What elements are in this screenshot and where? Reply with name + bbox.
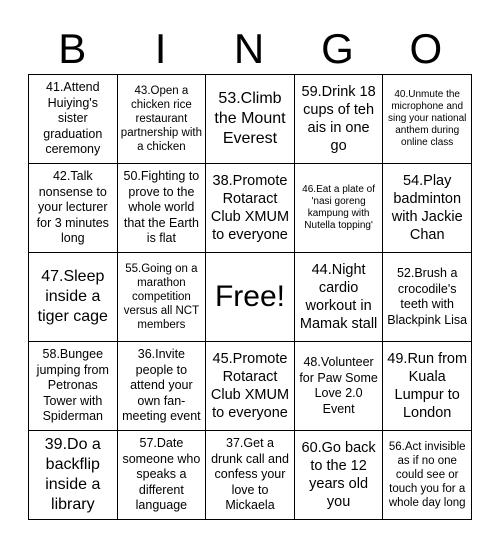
cell-text: 39.Do a backflip inside a library [44, 436, 101, 513]
cell-text: 57.Date someone who speaks a different language [122, 436, 201, 513]
bingo-cell-r1c5[interactable] [383, 75, 472, 164]
cell-text: 49.Run from Kuala Lumpur to London [387, 351, 468, 421]
header-letter-i: I [154, 25, 167, 72]
cell-text: 44.Night cardio workout in Mamak stall [299, 262, 378, 332]
header-letter-n: N [233, 25, 265, 72]
cell-text: 59.Drink 18 cups of teh ais in one go [301, 84, 376, 154]
bingo-cell-r5c2[interactable] [118, 431, 207, 520]
cell-text: 56.Act invisible as if no one could see or touch you for a whole day long [388, 441, 466, 509]
bingo-cell-r3c5[interactable] [383, 253, 472, 342]
cell-text: 36.Invite people to attend your own fan-meeting event [122, 347, 201, 424]
bingo-cell-r2c2[interactable] [118, 164, 207, 253]
header-letter-o: O [409, 25, 443, 72]
cell-text: 41.Attend Huiying's sister graduation ceremony [43, 80, 103, 157]
cell-text: 47.Sleep inside a tiger cage [37, 268, 108, 325]
bingo-cell-r2c4[interactable] [295, 164, 384, 253]
cell-text: 50.Fighting to prove to the whole world that the Earth is flat [123, 169, 200, 246]
bingo-cell-r5c1[interactable] [29, 431, 118, 520]
bingo-cell-r5c4[interactable] [295, 431, 384, 520]
bingo-cell-r1c2[interactable] [118, 75, 207, 164]
cell-text: 55.Going on a marathon competition versus all NCT members [123, 263, 200, 331]
bingo-cell-r1c4[interactable] [295, 75, 384, 164]
bingo-cell-r4c2[interactable] [118, 342, 207, 431]
bingo-cell-r2c5[interactable] [383, 164, 472, 253]
bingo-cell-r5c5[interactable] [383, 431, 472, 520]
bingo-cell-r1c3[interactable] [206, 75, 295, 164]
cell-text: 40.Unmute the microphone and sing your national anthem during online class [387, 89, 467, 148]
bingo-grid [28, 74, 472, 520]
cell-text: 37.Get a drunk call and confess your love to Mickaela [211, 436, 289, 513]
cell-text: 48.Volunteer for Paw Some Love 2.0 Event [299, 355, 378, 416]
bingo-cell-r1c1[interactable] [29, 75, 118, 164]
bingo-cell-r2c3[interactable] [206, 164, 295, 253]
cell-text: 58.Bungee jumping from Petronas Tower with Spiderman [36, 347, 109, 424]
cell-text: 52.Brush a crocodile's teeth with Blackpink Lisa [387, 266, 468, 327]
free-space-label: Free! [214, 280, 285, 313]
cell-text: 45.Promote Rotaract Club XMUM to everyone [210, 351, 290, 421]
cell-text: 43.Open a chicken rice restaurant partnership with a chicken [120, 85, 202, 153]
cell-text: 38.Promote Rotaract Club XMUM to everyone [210, 173, 290, 243]
bingo-cell-r4c3[interactable] [206, 342, 295, 431]
bingo-cell-r5c3[interactable] [206, 431, 295, 520]
bingo-cell-r4c1[interactable] [29, 342, 118, 431]
bingo-cell-r3c2[interactable] [118, 253, 207, 342]
header-letter-g: G [321, 25, 354, 72]
bingo-cell-r4c5[interactable] [383, 342, 472, 431]
cell-text: 60.Go back to the 12 years old you [301, 440, 376, 510]
cell-text: 54.Play badminton with Jackie Chan [391, 173, 463, 243]
bingo-cell-r3c4[interactable] [295, 253, 384, 342]
bingo-header [28, 26, 470, 72]
cell-text: 53.Climb the Mount Everest [214, 90, 286, 147]
bingo-cell-r3c3-free[interactable] [206, 253, 295, 342]
cell-text: 42.Talk nonsense to your lecturer for 3 minutes long [36, 169, 109, 246]
header-letter-b: B [58, 25, 87, 72]
cell-text: 46.Eat a plate of 'nasi goreng kampung with Nutella topping' [302, 184, 376, 231]
bingo-cell-r2c1[interactable] [29, 164, 118, 253]
bingo-cell-r4c4[interactable] [295, 342, 384, 431]
bingo-cell-r3c1[interactable] [29, 253, 118, 342]
